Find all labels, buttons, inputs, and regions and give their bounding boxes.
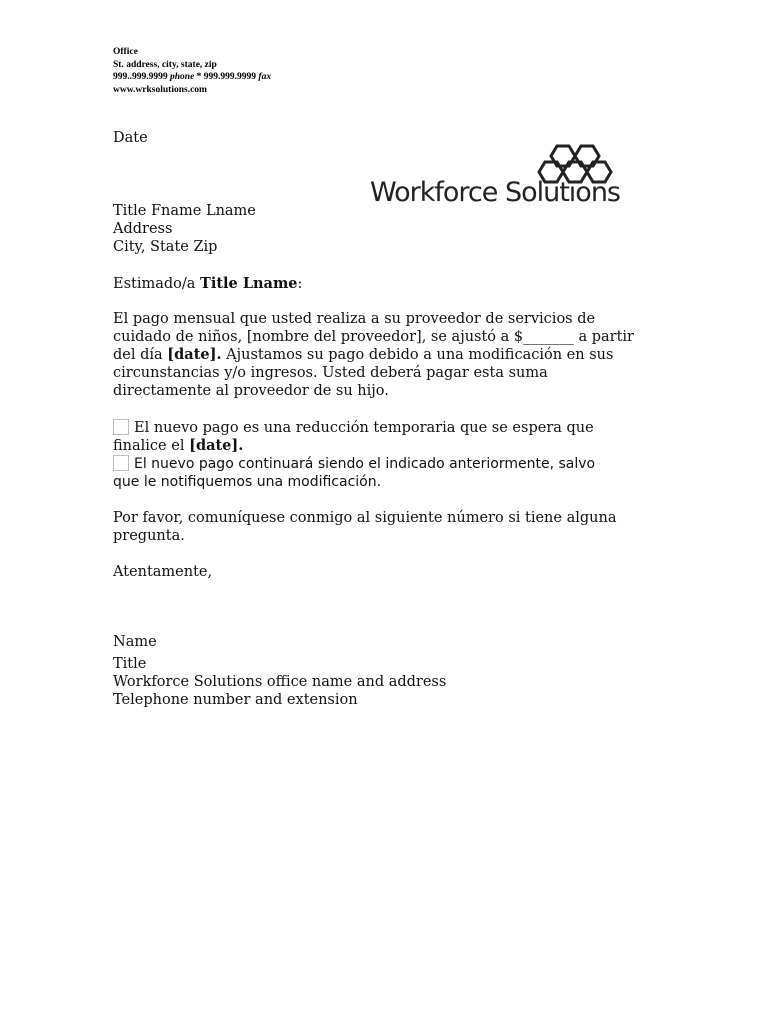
signature-office: Workforce Solutions office name and address bbox=[113, 674, 447, 690]
option-1-date-placeholder: [date]. bbox=[189, 437, 244, 454]
phone-label: phone bbox=[170, 72, 195, 82]
body-line: El pago mensual que usted realiza a su proveedor de servicios de bbox=[113, 311, 596, 327]
salutation-name: Title Lname bbox=[200, 275, 298, 292]
contact-line: pregunta. bbox=[113, 528, 185, 544]
option-1-checkbox[interactable] bbox=[113, 419, 129, 435]
body-line-prefix: del día bbox=[113, 347, 168, 363]
phone-number: 999..999.9999 bbox=[113, 72, 170, 82]
salutation-prefix: Estimado/a bbox=[113, 276, 201, 292]
option-2-text: El nuevo pago continuará siendo el indicado anteriormente, salvo bbox=[134, 456, 596, 472]
letter-date: Date bbox=[113, 130, 148, 146]
office-phone-fax bbox=[113, 71, 271, 84]
option-1-text: El nuevo pago es una reducción temporaria que se espera que bbox=[134, 420, 594, 436]
signature-phone: Telephone number and extension bbox=[113, 692, 358, 708]
signature-name: Name bbox=[113, 634, 157, 650]
body-line: cuidado de niños, [nombre del proveedor], se ajustó a $_______ a partir bbox=[113, 329, 634, 345]
option-1-prefix: finalice el bbox=[113, 438, 190, 454]
body-line bbox=[113, 346, 613, 364]
salutation bbox=[113, 275, 302, 293]
body-line: directamente al proveedor de su hijo. bbox=[113, 383, 389, 399]
office-address: St. address, city, state, zip bbox=[113, 59, 217, 70]
office-header bbox=[113, 46, 271, 96]
fax-label: fax bbox=[258, 72, 272, 82]
closing: Atentamente, bbox=[113, 564, 213, 580]
recipient-name: Title Fname Lname bbox=[113, 203, 256, 219]
body-date-placeholder: [date]. bbox=[167, 346, 222, 363]
option-2 bbox=[113, 455, 595, 473]
option-2-continued: que le notifiquemos una modificación. bbox=[113, 474, 382, 490]
option-1-continued bbox=[113, 437, 243, 455]
option-1 bbox=[113, 419, 594, 437]
office-website: www.wrksolutions.com bbox=[113, 84, 207, 95]
option-2-checkbox[interactable] bbox=[113, 455, 129, 471]
recipient-city: City, State Zip bbox=[113, 239, 218, 255]
workforce-solutions-logo bbox=[368, 144, 644, 216]
office-name: Office bbox=[113, 47, 138, 57]
fax-number: * 999.999.9999 bbox=[194, 72, 259, 82]
signature-title: Title bbox=[113, 656, 147, 672]
body-line-suffix: Ajustamos su pago debido a una modificación en sus bbox=[221, 347, 614, 363]
body-line: circunstancias y/o ingresos. Usted deberá pagar esta suma bbox=[113, 365, 548, 381]
recipient-address: Address bbox=[113, 221, 173, 237]
contact-line: Por favor, comuníquese conmigo al siguiente número si tiene alguna bbox=[113, 510, 617, 526]
logo-wordmark: Workforce Solutions bbox=[370, 177, 620, 208]
salutation-colon: : bbox=[297, 276, 303, 292]
